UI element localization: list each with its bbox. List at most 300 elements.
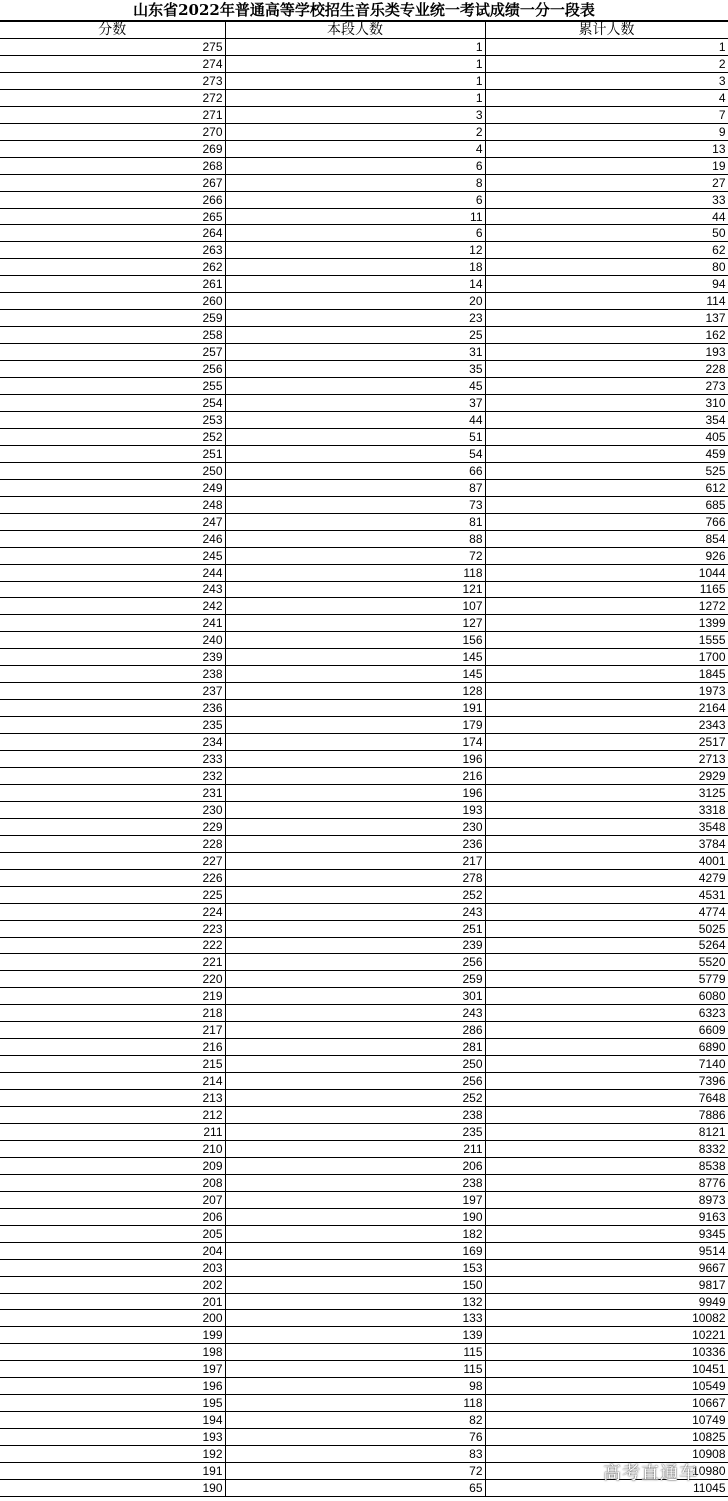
score-cell: 238 <box>0 666 225 683</box>
segment-count-cell: 193 <box>225 801 485 818</box>
table-row <box>0 479 728 496</box>
table-row <box>0 445 728 462</box>
segment-count-cell: 286 <box>225 1022 485 1039</box>
table-row <box>0 1446 728 1463</box>
table-row <box>0 140 728 157</box>
score-cell: 193 <box>0 1429 225 1446</box>
table-row <box>0 903 728 920</box>
cumulative-count-cell: 7886 <box>485 1107 728 1124</box>
cumulative-count-cell: 685 <box>485 496 728 513</box>
score-cell: 210 <box>0 1140 225 1157</box>
cumulative-count-cell: 27 <box>485 174 728 191</box>
segment-count-cell: 87 <box>225 479 485 496</box>
table-row <box>0 1107 728 1124</box>
score-cell: 233 <box>0 751 225 768</box>
cumulative-count-cell: 5779 <box>485 971 728 988</box>
score-cell: 206 <box>0 1208 225 1225</box>
segment-count-cell: 278 <box>225 869 485 886</box>
segment-count-cell: 8 <box>225 174 485 191</box>
score-cell: 220 <box>0 971 225 988</box>
cumulative-count-cell: 8121 <box>485 1124 728 1141</box>
score-cell: 232 <box>0 767 225 784</box>
table-row <box>0 411 728 428</box>
segment-count-cell: 118 <box>225 564 485 581</box>
score-cell: 264 <box>0 225 225 242</box>
score-cell: 200 <box>0 1310 225 1327</box>
score-cell: 229 <box>0 818 225 835</box>
segment-count-cell: 252 <box>225 1090 485 1107</box>
score-cell: 190 <box>0 1480 225 1497</box>
table-title: 山东省2022年普通高等学校招生音乐类专业统一考试成绩一分一段表 <box>0 0 728 21</box>
table-row <box>0 428 728 445</box>
table-row <box>0 954 728 971</box>
score-cell: 244 <box>0 564 225 581</box>
table-row <box>0 734 728 751</box>
table-row <box>0 886 728 903</box>
segment-count-cell: 132 <box>225 1293 485 1310</box>
cumulative-count-cell: 310 <box>485 395 728 412</box>
score-cell: 245 <box>0 547 225 564</box>
score-cell: 205 <box>0 1225 225 1242</box>
score-cell: 243 <box>0 581 225 598</box>
score-cell: 273 <box>0 72 225 89</box>
score-cell: 223 <box>0 920 225 937</box>
cumulative-count-cell: 114 <box>485 293 728 310</box>
cumulative-count-cell: 162 <box>485 327 728 344</box>
table-row <box>0 208 728 225</box>
cumulative-count-cell: 1399 <box>485 615 728 632</box>
table-row <box>0 89 728 106</box>
cumulative-count-cell: 10825 <box>485 1429 728 1446</box>
cumulative-count-cell: 2 <box>485 55 728 72</box>
table-row <box>0 530 728 547</box>
header-segment-count: 本段人数 <box>225 22 485 39</box>
segment-count-cell: 11 <box>225 208 485 225</box>
score-cell: 234 <box>0 734 225 751</box>
segment-count-cell: 169 <box>225 1242 485 1259</box>
table-row <box>0 327 728 344</box>
score-cell: 262 <box>0 259 225 276</box>
score-cell: 250 <box>0 462 225 479</box>
score-cell: 226 <box>0 869 225 886</box>
cumulative-count-cell: 2164 <box>485 700 728 717</box>
segment-count-cell: 83 <box>225 1446 485 1463</box>
segment-count-cell: 281 <box>225 1039 485 1056</box>
score-cell: 213 <box>0 1090 225 1107</box>
cumulative-count-cell: 10549 <box>485 1378 728 1395</box>
score-cell: 265 <box>0 208 225 225</box>
table-row <box>0 361 728 378</box>
segment-count-cell: 1 <box>225 89 485 106</box>
segment-count-cell: 139 <box>225 1327 485 1344</box>
score-cell: 207 <box>0 1191 225 1208</box>
cumulative-count-cell: 8776 <box>485 1174 728 1191</box>
cumulative-count-cell: 10667 <box>485 1395 728 1412</box>
segment-count-cell: 20 <box>225 293 485 310</box>
table-row <box>0 174 728 191</box>
table-row <box>0 1191 728 1208</box>
cumulative-count-cell: 228 <box>485 361 728 378</box>
score-cell: 228 <box>0 835 225 852</box>
cumulative-count-cell: 3318 <box>485 801 728 818</box>
score-cell: 267 <box>0 174 225 191</box>
segment-count-cell: 235 <box>225 1124 485 1141</box>
table-row <box>0 632 728 649</box>
segment-count-cell: 3 <box>225 106 485 123</box>
score-cell: 217 <box>0 1022 225 1039</box>
segment-count-cell: 82 <box>225 1412 485 1429</box>
score-cell: 231 <box>0 784 225 801</box>
cumulative-count-cell: 405 <box>485 428 728 445</box>
score-cell: 268 <box>0 157 225 174</box>
cumulative-count-cell: 10451 <box>485 1361 728 1378</box>
table-row <box>0 801 728 818</box>
score-cell: 237 <box>0 683 225 700</box>
score-cell: 274 <box>0 55 225 72</box>
cumulative-count-cell: 2517 <box>485 734 728 751</box>
segment-count-cell: 133 <box>225 1310 485 1327</box>
cumulative-count-cell: 612 <box>485 479 728 496</box>
segment-count-cell: 145 <box>225 649 485 666</box>
cumulative-count-cell: 354 <box>485 411 728 428</box>
cumulative-count-cell: 50 <box>485 225 728 242</box>
cumulative-count-cell: 8538 <box>485 1157 728 1174</box>
score-cell: 251 <box>0 445 225 462</box>
score-cell: 235 <box>0 717 225 734</box>
score-cell: 260 <box>0 293 225 310</box>
segment-count-cell: 51 <box>225 428 485 445</box>
segment-count-cell: 2 <box>225 123 485 140</box>
table-row <box>0 1378 728 1395</box>
score-cell: 269 <box>0 140 225 157</box>
score-cell: 197 <box>0 1361 225 1378</box>
segment-count-cell: 153 <box>225 1259 485 1276</box>
segment-count-cell: 54 <box>225 445 485 462</box>
segment-count-cell: 6 <box>225 157 485 174</box>
table-row <box>0 649 728 666</box>
header-row <box>0 22 728 39</box>
cumulative-count-cell: 193 <box>485 344 728 361</box>
score-cell: 249 <box>0 479 225 496</box>
score-cell: 211 <box>0 1124 225 1141</box>
score-cell: 259 <box>0 310 225 327</box>
segment-count-cell: 35 <box>225 361 485 378</box>
cumulative-count-cell: 13 <box>485 140 728 157</box>
cumulative-count-cell: 5264 <box>485 937 728 954</box>
table-row <box>0 1073 728 1090</box>
table-row <box>0 191 728 208</box>
cumulative-count-cell: 33 <box>485 191 728 208</box>
cumulative-count-cell: 10908 <box>485 1446 728 1463</box>
cumulative-count-cell: 2713 <box>485 751 728 768</box>
score-cell: 227 <box>0 852 225 869</box>
table-row <box>0 767 728 784</box>
table-row <box>0 852 728 869</box>
cumulative-count-cell: 137 <box>485 310 728 327</box>
cumulative-count-cell: 926 <box>485 547 728 564</box>
table-row <box>0 988 728 1005</box>
table-row <box>0 123 728 140</box>
table-row <box>0 547 728 564</box>
segment-count-cell: 182 <box>225 1225 485 1242</box>
cumulative-count-cell: 6323 <box>485 1005 728 1022</box>
score-cell: 199 <box>0 1327 225 1344</box>
cumulative-count-cell: 8973 <box>485 1191 728 1208</box>
segment-count-cell: 14 <box>225 276 485 293</box>
score-cell: 225 <box>0 886 225 903</box>
cumulative-count-cell: 7140 <box>485 1056 728 1073</box>
cumulative-count-cell: 2929 <box>485 767 728 784</box>
cumulative-count-cell: 3 <box>485 72 728 89</box>
score-cell: 194 <box>0 1412 225 1429</box>
table-row <box>0 157 728 174</box>
segment-count-cell: 211 <box>225 1140 485 1157</box>
segment-count-cell: 73 <box>225 496 485 513</box>
segment-count-cell: 23 <box>225 310 485 327</box>
table-row <box>0 344 728 361</box>
cumulative-count-cell: 1973 <box>485 683 728 700</box>
score-table <box>0 21 728 1497</box>
score-cell: 204 <box>0 1242 225 1259</box>
table-row <box>0 615 728 632</box>
segment-count-cell: 6 <box>225 225 485 242</box>
table-row <box>0 564 728 581</box>
cumulative-count-cell: 10749 <box>485 1412 728 1429</box>
cumulative-count-cell: 1555 <box>485 632 728 649</box>
cumulative-count-cell: 44 <box>485 208 728 225</box>
cumulative-count-cell: 7 <box>485 106 728 123</box>
table-row <box>0 920 728 937</box>
table-row <box>0 869 728 886</box>
segment-count-cell: 217 <box>225 852 485 869</box>
table-row <box>0 106 728 123</box>
cumulative-count-cell: 19 <box>485 157 728 174</box>
cumulative-count-cell: 1272 <box>485 598 728 615</box>
score-cell: 241 <box>0 615 225 632</box>
cumulative-count-cell: 10221 <box>485 1327 728 1344</box>
cumulative-count-cell: 1165 <box>485 581 728 598</box>
table-row <box>0 717 728 734</box>
score-cell: 242 <box>0 598 225 615</box>
table-row <box>0 1056 728 1073</box>
cumulative-count-cell: 2343 <box>485 717 728 734</box>
score-cell: 247 <box>0 513 225 530</box>
table-row <box>0 1463 728 1480</box>
segment-count-cell: 66 <box>225 462 485 479</box>
table-row <box>0 700 728 717</box>
table-row <box>0 225 728 242</box>
score-cell: 270 <box>0 123 225 140</box>
segment-count-cell: 238 <box>225 1174 485 1191</box>
cumulative-count-cell: 6609 <box>485 1022 728 1039</box>
segment-count-cell: 12 <box>225 242 485 259</box>
score-cell: 263 <box>0 242 225 259</box>
segment-count-cell: 4 <box>225 140 485 157</box>
segment-count-cell: 243 <box>225 1005 485 1022</box>
cumulative-count-cell: 9 <box>485 123 728 140</box>
segment-count-cell: 127 <box>225 615 485 632</box>
cumulative-count-cell: 8332 <box>485 1140 728 1157</box>
cumulative-count-cell: 9514 <box>485 1242 728 1259</box>
score-cell: 257 <box>0 344 225 361</box>
table-row <box>0 1395 728 1412</box>
cumulative-count-cell: 7648 <box>485 1090 728 1107</box>
score-cell: 192 <box>0 1446 225 1463</box>
score-cell: 239 <box>0 649 225 666</box>
table-row <box>0 971 728 988</box>
cumulative-count-cell: 5520 <box>485 954 728 971</box>
score-cell: 275 <box>0 39 225 56</box>
cumulative-count-cell: 9667 <box>485 1259 728 1276</box>
table-row <box>0 395 728 412</box>
segment-count-cell: 25 <box>225 327 485 344</box>
cumulative-count-cell: 1700 <box>485 649 728 666</box>
table-row <box>0 1259 728 1276</box>
segment-count-cell: 190 <box>225 1208 485 1225</box>
score-cell: 215 <box>0 1056 225 1073</box>
cumulative-count-cell: 1845 <box>485 666 728 683</box>
segment-count-cell: 196 <box>225 751 485 768</box>
segment-count-cell: 121 <box>225 581 485 598</box>
segment-count-cell: 216 <box>225 767 485 784</box>
cumulative-count-cell: 3125 <box>485 784 728 801</box>
table-row <box>0 1124 728 1141</box>
score-cell: 196 <box>0 1378 225 1395</box>
cumulative-count-cell: 9345 <box>485 1225 728 1242</box>
score-cell: 253 <box>0 411 225 428</box>
cumulative-count-cell: 7396 <box>485 1073 728 1090</box>
score-cell: 216 <box>0 1039 225 1056</box>
table-row <box>0 1090 728 1107</box>
table-row <box>0 1208 728 1225</box>
segment-count-cell: 81 <box>225 513 485 530</box>
segment-count-cell: 37 <box>225 395 485 412</box>
segment-count-cell: 98 <box>225 1378 485 1395</box>
table-row <box>0 1140 728 1157</box>
score-cell: 203 <box>0 1259 225 1276</box>
cumulative-count-cell: 6080 <box>485 988 728 1005</box>
table-row <box>0 1276 728 1293</box>
segment-count-cell: 115 <box>225 1344 485 1361</box>
segment-count-cell: 107 <box>225 598 485 615</box>
cumulative-count-cell: 10082 <box>485 1310 728 1327</box>
score-cell: 248 <box>0 496 225 513</box>
cumulative-count-cell: 4001 <box>485 852 728 869</box>
score-cell: 214 <box>0 1073 225 1090</box>
score-cell: 222 <box>0 937 225 954</box>
score-cell: 218 <box>0 1005 225 1022</box>
segment-count-cell: 65 <box>225 1480 485 1497</box>
score-cell: 255 <box>0 378 225 395</box>
score-cell: 209 <box>0 1157 225 1174</box>
score-cell: 246 <box>0 530 225 547</box>
segment-count-cell: 88 <box>225 530 485 547</box>
score-cell: 195 <box>0 1395 225 1412</box>
segment-count-cell: 150 <box>225 1276 485 1293</box>
segment-count-cell: 156 <box>225 632 485 649</box>
table-row <box>0 683 728 700</box>
segment-count-cell: 44 <box>225 411 485 428</box>
table-row <box>0 378 728 395</box>
score-cell: 254 <box>0 395 225 412</box>
table-row <box>0 1174 728 1191</box>
cumulative-count-cell: 3548 <box>485 818 728 835</box>
table-row <box>0 1344 728 1361</box>
segment-count-cell: 251 <box>225 920 485 937</box>
cumulative-count-cell: 62 <box>485 242 728 259</box>
cumulative-count-cell: 766 <box>485 513 728 530</box>
cumulative-count-cell: 10980 <box>485 1463 728 1480</box>
cumulative-count-cell: 9817 <box>485 1276 728 1293</box>
segment-count-cell: 191 <box>225 700 485 717</box>
segment-count-cell: 197 <box>225 1191 485 1208</box>
cumulative-count-cell: 459 <box>485 445 728 462</box>
cumulative-count-cell: 5025 <box>485 920 728 937</box>
score-cell: 252 <box>0 428 225 445</box>
cumulative-count-cell: 854 <box>485 530 728 547</box>
cumulative-count-cell: 4 <box>485 89 728 106</box>
segment-count-cell: 145 <box>225 666 485 683</box>
score-cell: 219 <box>0 988 225 1005</box>
score-cell: 272 <box>0 89 225 106</box>
segment-count-cell: 72 <box>225 547 485 564</box>
segment-count-cell: 256 <box>225 1073 485 1090</box>
segment-count-cell: 174 <box>225 734 485 751</box>
score-cell: 266 <box>0 191 225 208</box>
cumulative-count-cell: 9949 <box>485 1293 728 1310</box>
table-row <box>0 937 728 954</box>
cumulative-count-cell: 6890 <box>485 1039 728 1056</box>
score-cell: 212 <box>0 1107 225 1124</box>
header-cumulative-count: 累计人数 <box>485 22 728 39</box>
cumulative-count-cell: 1044 <box>485 564 728 581</box>
segment-count-cell: 128 <box>225 683 485 700</box>
table-row <box>0 1157 728 1174</box>
header-score: 分数 <box>0 22 225 39</box>
score-cell: 191 <box>0 1463 225 1480</box>
table-row <box>0 751 728 768</box>
cumulative-count-cell: 10336 <box>485 1344 728 1361</box>
table-row <box>0 1005 728 1022</box>
table-row <box>0 1412 728 1429</box>
segment-count-cell: 115 <box>225 1361 485 1378</box>
score-cell: 258 <box>0 327 225 344</box>
table-row <box>0 39 728 56</box>
score-cell: 256 <box>0 361 225 378</box>
cumulative-count-cell: 94 <box>485 276 728 293</box>
cumulative-count-cell: 4279 <box>485 869 728 886</box>
cumulative-count-cell: 9163 <box>485 1208 728 1225</box>
segment-count-cell: 243 <box>225 903 485 920</box>
segment-count-cell: 250 <box>225 1056 485 1073</box>
table-row <box>0 1310 728 1327</box>
table-row <box>0 1225 728 1242</box>
score-cell: 236 <box>0 700 225 717</box>
cumulative-count-cell: 11045 <box>485 1480 728 1497</box>
segment-count-cell: 76 <box>225 1429 485 1446</box>
segment-count-cell: 196 <box>225 784 485 801</box>
score-cell: 224 <box>0 903 225 920</box>
watermark: 高考直通车 <box>603 1463 698 1484</box>
segment-count-cell: 179 <box>225 717 485 734</box>
table-row <box>0 259 728 276</box>
table-row <box>0 581 728 598</box>
table-row <box>0 1361 728 1378</box>
table-row <box>0 310 728 327</box>
cumulative-count-cell: 3784 <box>485 835 728 852</box>
segment-count-cell: 252 <box>225 886 485 903</box>
table-row <box>0 1429 728 1446</box>
